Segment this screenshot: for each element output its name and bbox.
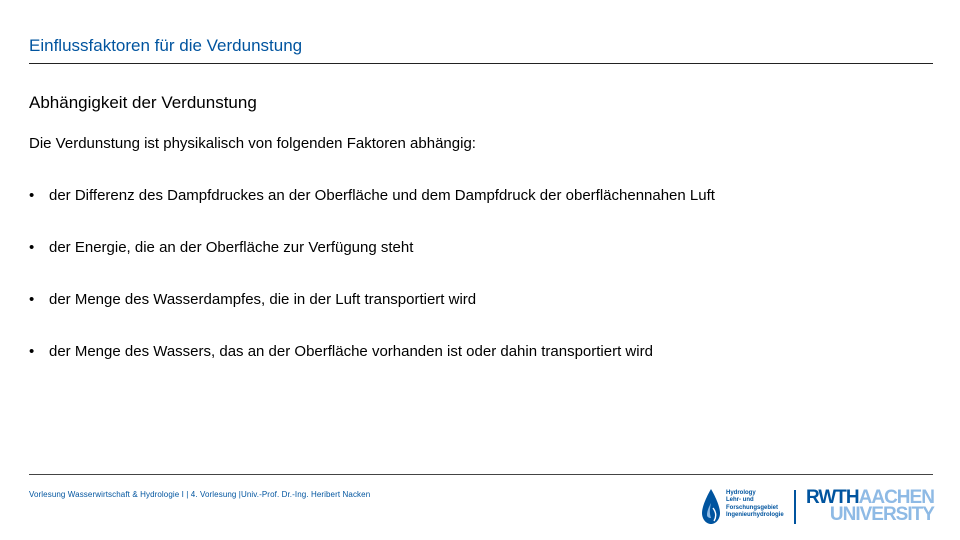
list-item-text: der Differenz des Dampfdruckes an der Oberfläche und dem Dampfdruck der oberflächennahen Luft [49,187,715,204]
list-item [29,186,715,238]
institute-logo-line: Ingenieurhydrologie [726,512,784,519]
institute-logo-text [726,490,784,520]
list-item [29,290,715,342]
section-heading: Abhängigkeit der Verdunstung [29,93,257,112]
list-item [29,238,715,290]
university-logo [806,489,934,523]
university-logo-word: UNIVERSITY [829,504,934,525]
bullet-icon: • [29,187,35,204]
water-drop-icon [700,488,722,526]
institute-logo-line: Forschungsgebiet [726,504,779,511]
university-logo-main: RWTH [806,487,859,508]
intro-text: Die Verdunstung ist physikalisch von folgenden Faktoren abhängig: [29,135,476,152]
title-divider [29,63,933,64]
institute-logo [700,488,790,526]
factor-list [29,186,715,394]
bullet-icon: • [29,343,35,360]
university-logo-city: AACHEN [858,487,934,508]
list-item [29,342,715,394]
slide-title: Einflussfaktoren für die Verdunstung [29,36,303,55]
footer-text: Vorlesung Wasserwirtschaft & Hydrologie I | 4. Vorlesung |Univ.-Prof. Dr.-Ing. Heribert Nacken [29,490,371,499]
footer-divider [29,474,933,475]
list-item-text: der Menge des Wassers, das an der Oberfläche vorhanden ist oder dahin transportiert wird [49,343,653,360]
institute-logo-line: Hydrology [726,490,756,496]
list-item-text: der Energie, die an der Oberfläche zur Verfügung steht [49,239,414,256]
bullet-icon: • [29,291,35,308]
logo-divider [794,490,796,524]
list-item-text: der Menge des Wasserdampfes, die in der Luft transportiert wird [49,291,477,308]
institute-logo-line: Lehr- und [726,497,754,504]
bullet-icon: • [29,239,35,256]
